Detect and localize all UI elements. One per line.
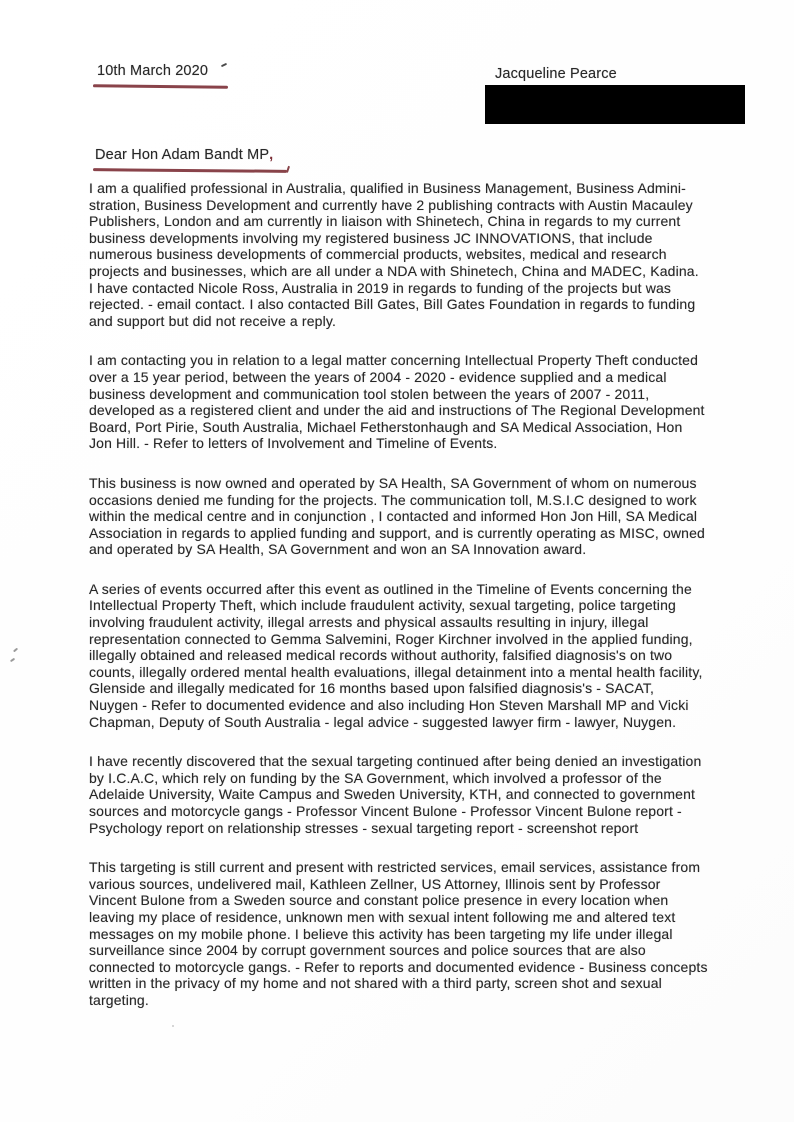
body-line: Psychology report on relationship stresses - sexual targeting report - screenshot report: [89, 819, 639, 836]
margin-pen-mark: [13, 648, 18, 653]
salutation: [95, 147, 273, 163]
paragraph: [89, 581, 757, 730]
body-line: Association in regards to applied funding and support, and is currently operating as MISC, owned: [89, 524, 705, 541]
body-line: and operated by SA Health, SA Government and won an SA Innovation award.: [89, 541, 587, 558]
body-line: Publishers, London and am currently in liaison with Shinetech, China in regards to my current: [89, 213, 681, 230]
paragraph: [89, 859, 757, 1008]
body-line: Vincent Bulone from a Sweden source and constant police presence in every location when: [89, 892, 669, 909]
body-line: This targeting is still current and present with restricted services, email services, assistance from: [89, 859, 701, 876]
letter-body: [89, 180, 757, 1032]
body-line: rejected. - email contact. I also contacted Bill Gates, Bill Gates Foundation in regards to funding: [89, 296, 696, 313]
body-line: by I.C.A.C, which rely on funding by the SA Government, which involved a professor of the: [89, 769, 662, 786]
body-line: over a 15 year period, between the years of 2004 - 2020 - evidence supplied and a medical: [89, 368, 667, 385]
body-line: Jon Hill. - Refer to letters of Involvement and Timeline of Events.: [89, 435, 498, 452]
body-line: Nuygen - Refer to documented evidence and also including Hon Steven Marshall MP and Vicki: [89, 697, 689, 714]
letter-date: 10th March 2020: [97, 63, 209, 79]
body-line: Chapman, Deputy of South Australia - legal advice - suggested lawyer firm - lawyer, Nuygen.: [89, 713, 677, 730]
underline-hook: [286, 166, 290, 173]
salutation-text: Dear Hon Adam Bandt MP: [95, 147, 270, 163]
salutation-pen-underline: [93, 168, 287, 172]
body-line: various sources, undelivered mail, Kathleen Zellner, US Attorney, Illinois sent by Professor: [89, 875, 661, 892]
body-line: written in the privacy of my home and not shared with a third party, screen shot and sexual: [89, 975, 662, 992]
body-line: developed as a registered client and under the aid and instructions of The Regional Development: [89, 402, 705, 419]
body-line: I am a qualified professional in Australia, qualified in Business Management, Business Admini-: [89, 180, 686, 196]
body-line: I am contacting you in relation to a legal matter concerning Intellectual Property Theft conducted: [89, 352, 699, 369]
margin-pen-mark: [10, 658, 15, 662]
body-line: A series of events occurred after this event as outlined in the Timeline of Events concerning the: [89, 580, 692, 597]
sender-name: Jacqueline Pearce: [495, 66, 617, 82]
date-pen-underline: [93, 84, 228, 88]
pen-comma: ,: [269, 147, 274, 163]
body-line: representation connected to Gemma Salvemini, Roger Kirchner involved in the applied funding,: [89, 630, 693, 647]
body-line: This business is now owned and operated by SA Health, SA Government of whom on numerous: [89, 474, 697, 491]
body-line: projects and businesses, which are all under a NDA with Shinetech, China and MADEC, Kadina.: [89, 262, 699, 279]
body-line: Board, Port Pirie, South Australia, Michael Fetherstonhaugh and SA Medical Association, Hon: [89, 418, 683, 435]
paragraph: [89, 753, 757, 836]
body-line: Intellectual Property Theft, which include fraudulent activity, sexual targeting, police targeting: [89, 597, 676, 614]
body-line: I have recently discovered that the sexual targeting continued after being denied an investigation: [89, 753, 702, 770]
body-line: illegally obtained and released medical records without authority, falsified diagnosis's on two: [89, 647, 673, 664]
redaction-box: [485, 85, 745, 124]
body-line: I have contacted Nicole Ross, Australia in 2019 in regards to funding of the projects but was: [89, 279, 672, 296]
body-line: messages on my mobile phone. I believe this activity has been targeting my life under illegal: [89, 925, 673, 942]
paragraph: [89, 180, 757, 329]
body-line: Adelaide University, Waite Campus and Sweden University, KTH, and connected to government: [89, 786, 696, 803]
body-line: leaving my place of residence, unknown men with sexual intent following me and altered text: [89, 908, 676, 925]
body-line: stration, Business Development and currently have 2 publishing contracts with Austin Macauley: [89, 196, 693, 213]
body-line: and support but did not receive a reply.: [89, 312, 337, 329]
body-line: numerous business developments of commercial products, websites, medical and research: [89, 246, 667, 263]
body-line: connected to motorcycle gangs. - Refer to reports and documented evidence - Business concepts: [89, 958, 708, 975]
body-line: occasions denied me funding for the projects. The communication toll, M.S.I.C designed to work: [89, 491, 697, 508]
body-line: surveillance since 2004 by corrupt government sources and police sources that are also: [89, 942, 646, 959]
body-line: targeting.: [89, 991, 149, 1008]
body-line: business development and communication tool stolen between the years of 2007 - 2011,: [89, 385, 650, 402]
body-line: sources and motorcycle gangs - Professor Vincent Bulone - Professor Vincent Bulone report -: [89, 803, 682, 819]
body-line: Glenside and illegally medicated for 16 months based upon falsified diagnosis's - SACAT,: [89, 680, 655, 697]
body-line: counts, illegally ordered mental health evaluations, illegal detainment into a mental health facility,: [89, 663, 703, 680]
body-line: business developments involving my registered business JC INNOVATIONS, that include: [89, 229, 653, 246]
pen-mark: [221, 63, 227, 67]
paragraph: [89, 475, 757, 558]
body-line: within the medical centre and in conjunction , I contacted and informed Hon Jon Hill, SA Medical: [89, 508, 698, 525]
paragraph: [89, 352, 757, 452]
body-line: involving fraudulent activity, illegal arrests and physical assaults resulting in injury, illegal: [89, 614, 649, 631]
